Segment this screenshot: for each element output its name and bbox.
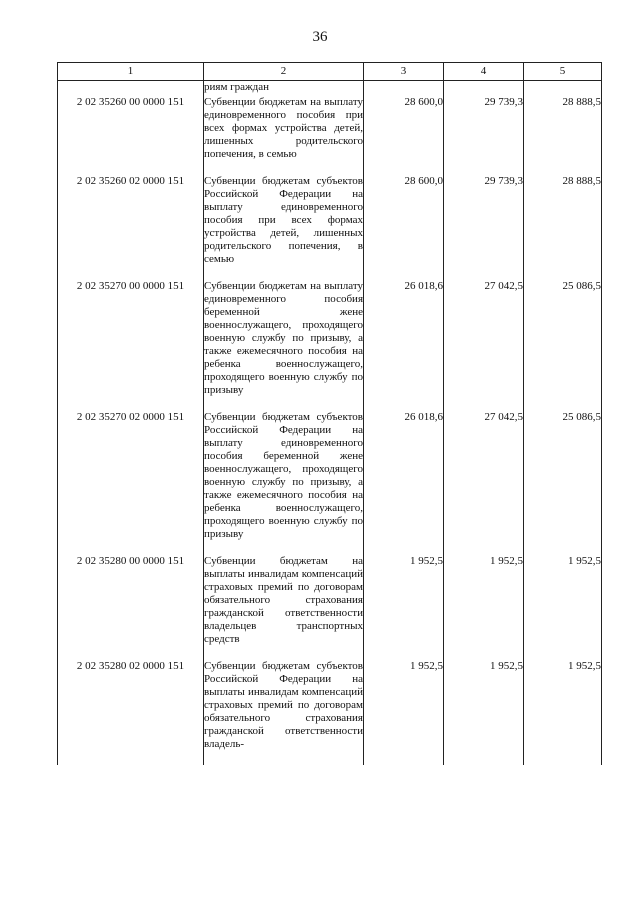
budget-item-name: Субвенции бюджетам субъектов Российской Федерации на выплату единовременного пособия беременной жене военнослужащего, проходящего военную службу по призыву, а также ежемесячного пособия на ребенка военнослужащего, проходящего военную службу по призыву — [204, 411, 364, 555]
value-col-3: 26 018,6 — [364, 280, 444, 411]
table-header-row — [58, 63, 602, 81]
budget-item-name: Субвенции бюджетам на выплаты инвалидам компенсаций страховых премий по договорам обязательного страхования гражданской ответственности владельцев транспортных средств — [204, 555, 364, 660]
table-row — [58, 280, 602, 411]
table-row — [58, 411, 602, 555]
budget-code: 2 02 35260 02 0000 151 — [58, 175, 204, 280]
budget-item-name: Субвенции бюджетам на выплату единовременного пособия беременной жене военнослужащего, проходящего военную службу по призыву, а также ежемесячного пособия на ребенка военнослужащего, проходящего военную службу по призыву — [204, 280, 364, 411]
value-col-3: 28 600,0 — [364, 175, 444, 280]
budget-item-name: Субвенции бюджетам субъектов Российской Федерации на выплату единовременного пособия при всех формах устройства детей, лишенных родительского попечения, в семью — [204, 175, 364, 280]
budget-code: 2 02 35270 00 0000 151 — [58, 280, 204, 411]
value-col-5: 28 888,5 — [524, 175, 602, 280]
budget-item-name: Субвенции бюджетам субъектов Российской Федерации на выплаты инвалидам компенсаций страховых премий по договорам обязательного страхования гражданской ответственности владель- — [204, 660, 364, 765]
value-col-3: 1 952,5 — [364, 660, 444, 765]
value-col-3: 1 952,5 — [364, 555, 444, 660]
value-col-4: 29 739,3 — [444, 96, 524, 175]
value-col-4: 27 042,5 — [444, 280, 524, 411]
budget-code: 2 02 35280 00 0000 151 — [58, 555, 204, 660]
column-header-5: 5 — [524, 63, 602, 81]
value-col-5: 1 952,5 — [524, 660, 602, 765]
column-header-1: 1 — [58, 63, 204, 81]
value-col-4: 1 952,5 — [444, 555, 524, 660]
value-col-4: 27 042,5 — [444, 411, 524, 555]
table-row — [58, 660, 602, 765]
continuation-text: риям граждан — [204, 81, 364, 97]
value-col-5: 25 086,5 — [524, 411, 602, 555]
column-header-2: 2 — [204, 63, 364, 81]
budget-item-name: Субвенции бюджетам на выплату единовременного пособия при всех формах устройства детей, лишенных родительского попечения, в семью — [204, 96, 364, 175]
column-header-4: 4 — [444, 63, 524, 81]
budget-code: 2 02 35270 02 0000 151 — [58, 411, 204, 555]
value-col-3: 26 018,6 — [364, 411, 444, 555]
column-header-3: 3 — [364, 63, 444, 81]
value-col-5: 28 888,5 — [524, 96, 602, 175]
table-row — [58, 175, 602, 280]
table-row — [58, 96, 602, 175]
value-col-3: 28 600,0 — [364, 96, 444, 175]
budget-code: 2 02 35280 02 0000 151 — [58, 660, 204, 765]
continuation-row — [58, 81, 602, 97]
page-number: 36 — [312, 29, 328, 45]
table-row — [58, 555, 602, 660]
budget-code: 2 02 35260 00 0000 151 — [58, 96, 204, 175]
value-col-4: 1 952,5 — [444, 660, 524, 765]
value-col-4: 29 739,3 — [444, 175, 524, 280]
value-col-5: 1 952,5 — [524, 555, 602, 660]
budget-table — [57, 62, 602, 765]
value-col-5: 25 086,5 — [524, 280, 602, 411]
